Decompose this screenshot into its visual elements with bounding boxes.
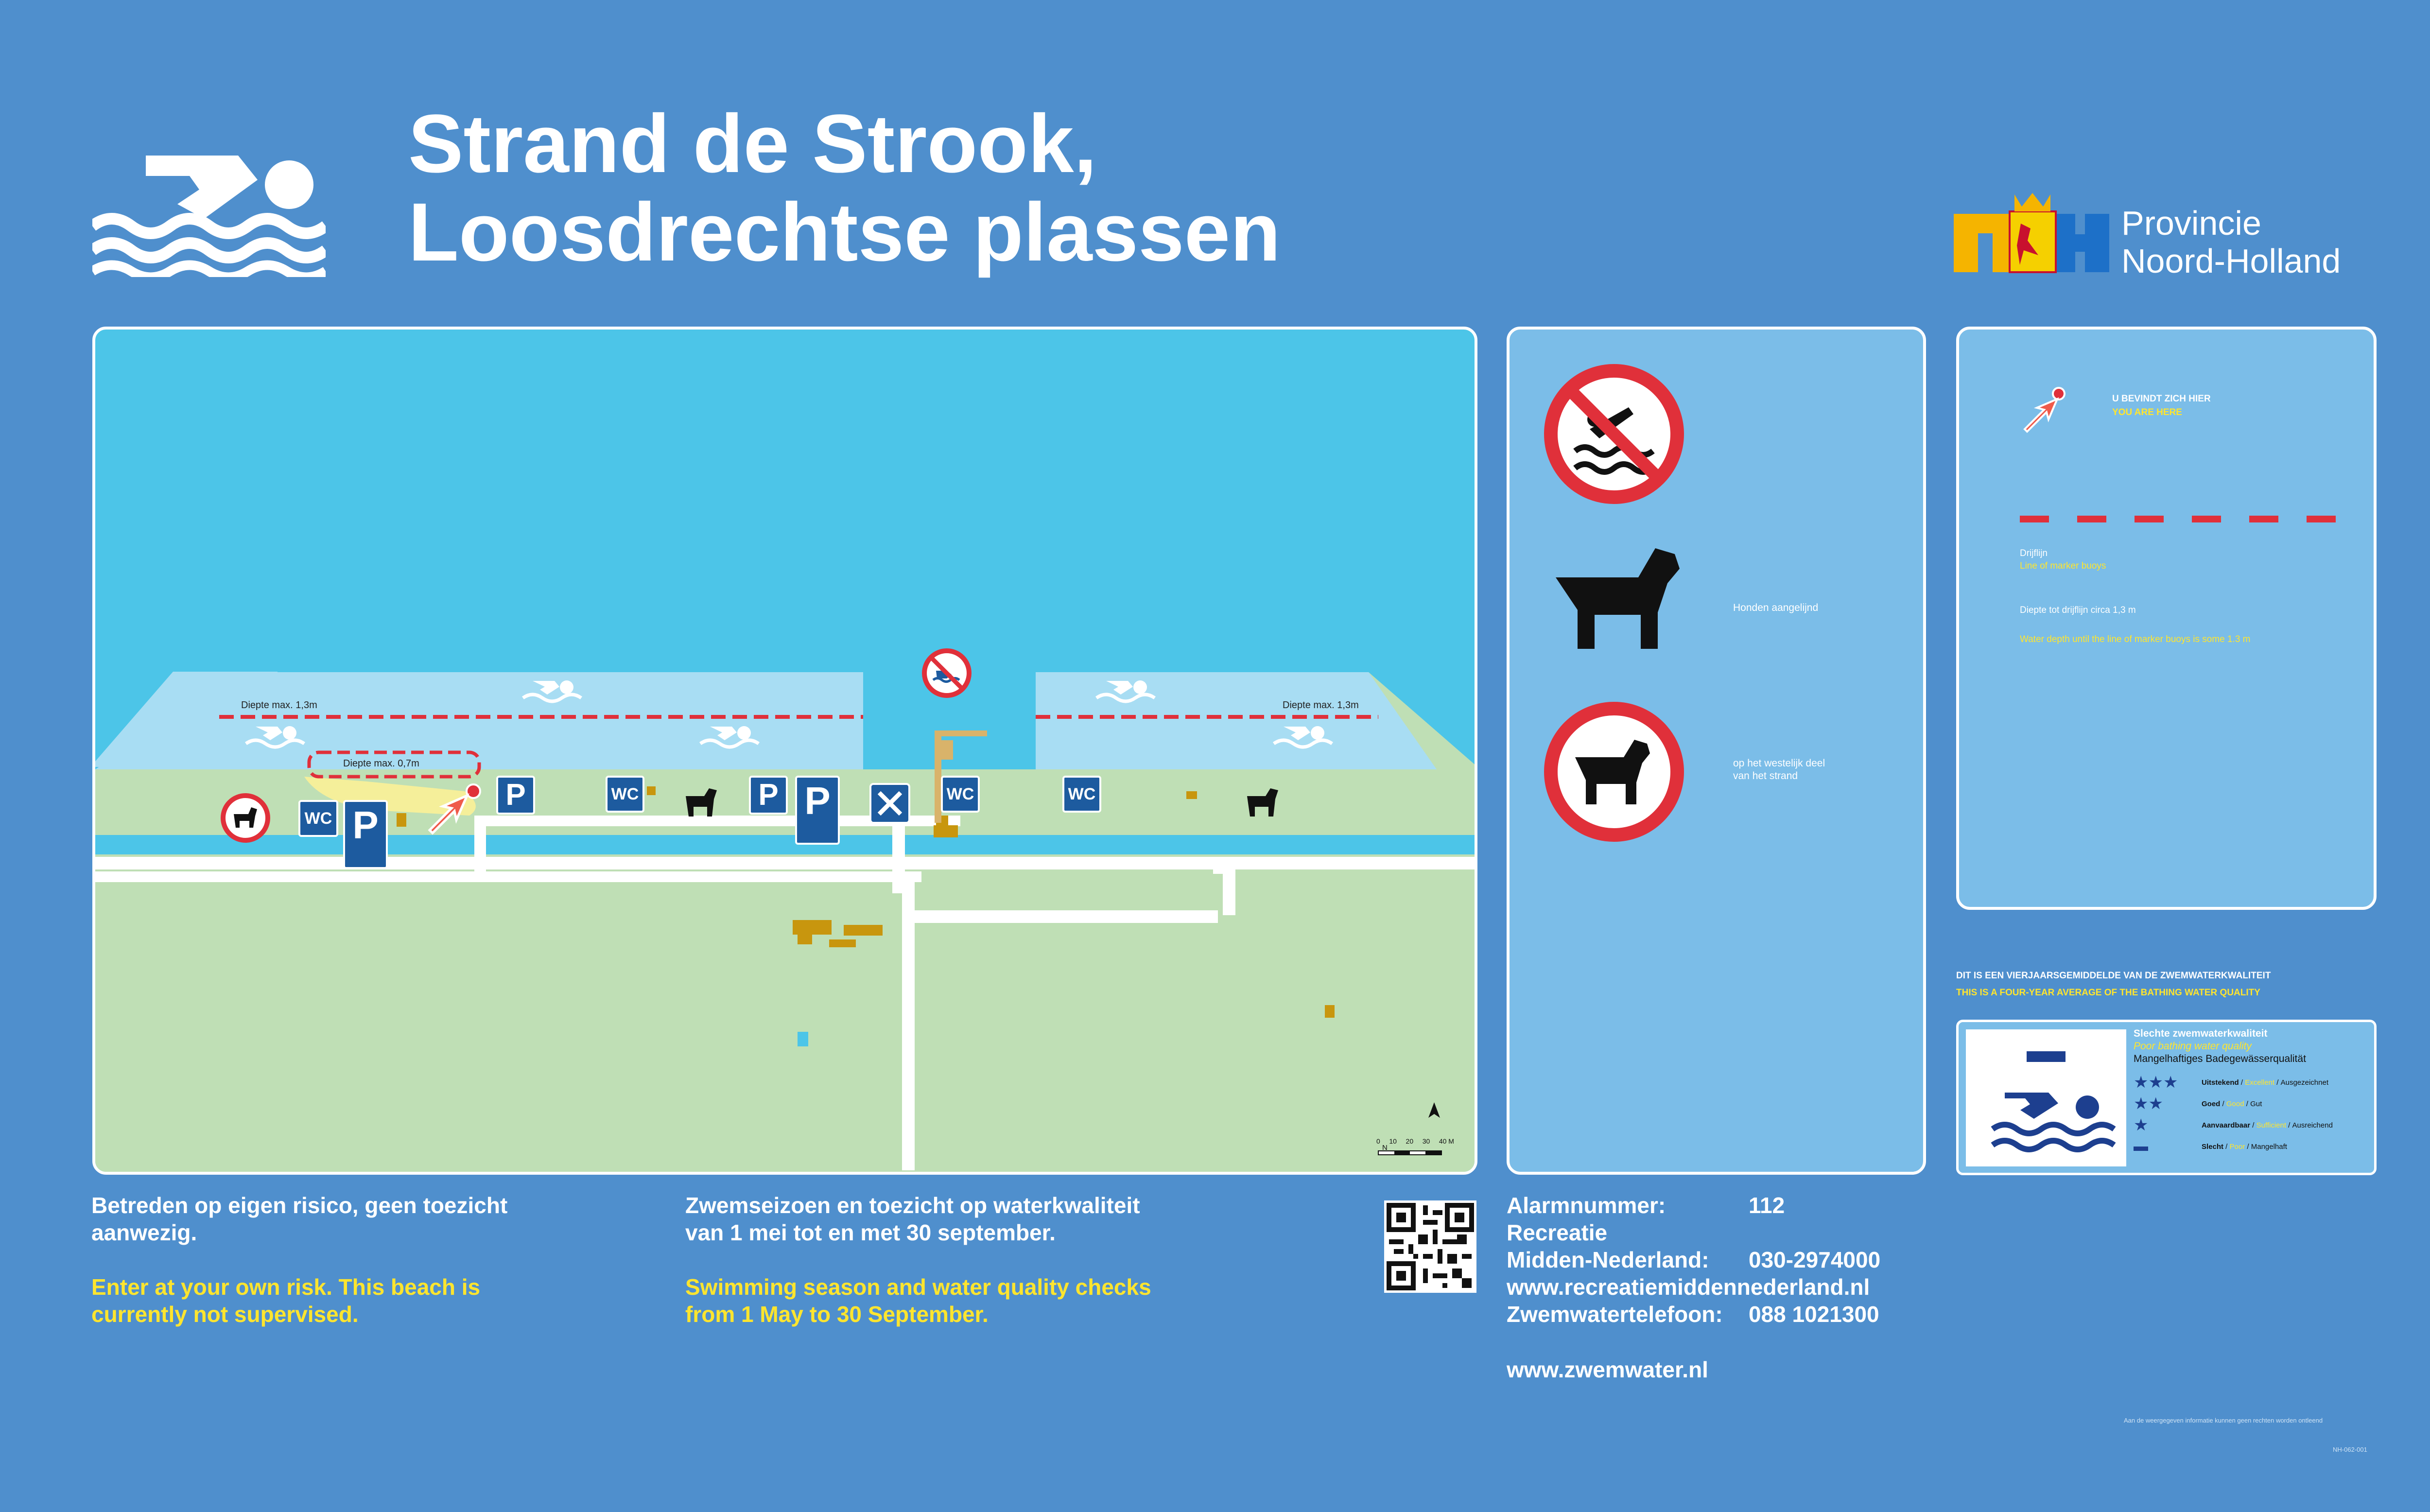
wq-rating-en: Poor bathing water quality bbox=[2134, 1041, 2252, 1052]
north-label: N bbox=[1382, 1144, 1388, 1152]
province-logo-icon bbox=[1954, 190, 2109, 277]
wc-sign: WC bbox=[606, 776, 644, 813]
depth-label-right: Diepte max. 1,3m bbox=[1283, 700, 1359, 711]
wc-sign: WC bbox=[298, 800, 338, 837]
no-diving-icon bbox=[1541, 361, 1687, 507]
parking-sign: P bbox=[795, 776, 840, 845]
parking-sign: P bbox=[749, 776, 788, 815]
wq-rating-nl: Slechte zwemwaterkwaliteit bbox=[2134, 1028, 2268, 1039]
risk-text-nl: Betreden op eigen risico, geen toezicht aanwezig. bbox=[91, 1193, 508, 1245]
wq-scale-row: ▬ Slecht / Poor / Mangelhaft bbox=[2134, 1138, 2287, 1154]
no-swimming-icon bbox=[924, 651, 969, 695]
wq-rating-de: Mangelhaftiges Badegewässerqualität bbox=[2134, 1053, 2306, 1064]
wq-header-nl: DIT IS EEN VIERJAARSGEMIDDELDE VAN DE ZWEMWATERKWALITEIT bbox=[1956, 971, 2271, 981]
contact-org-line1: Recreatie bbox=[1507, 1220, 1608, 1245]
wq-scale-row: ★ Aanvaardbaar / Sufficient / Ausreichend bbox=[2134, 1116, 2333, 1134]
legend-here-en: YOU ARE HERE bbox=[2112, 407, 2182, 417]
buoy-line-legend-icon bbox=[2020, 514, 2341, 524]
no-dogs-label: op het westelijk deel van het strand bbox=[1733, 758, 1825, 782]
wq-header-en: THIS IS A FOUR-YEAR AVERAGE OF THE BATHING WATER QUALITY bbox=[1956, 988, 2260, 998]
qr-code-icon[interactable] bbox=[1384, 1200, 1476, 1293]
wc-sign: WC bbox=[1062, 776, 1101, 813]
pier-end bbox=[938, 730, 987, 736]
map-graphic bbox=[95, 330, 1475, 1172]
canal bbox=[95, 835, 1475, 854]
legend-panel bbox=[1956, 327, 2377, 910]
page-title bbox=[408, 100, 1281, 277]
disclaimer: Aan de weergegeven informatie kunnen geen rechten worden ontleend bbox=[2124, 1417, 2323, 1424]
poor-quality-swimmer-icon bbox=[1966, 1029, 2126, 1166]
contact-org-phone: 030-2974000 bbox=[1749, 1247, 1881, 1272]
title-line-2: Loosdrechtse plassen bbox=[408, 186, 1281, 278]
beach-map bbox=[92, 327, 1477, 1175]
swimmer-icon bbox=[92, 146, 326, 277]
no-dogs-icon bbox=[1541, 699, 1687, 845]
sign-code: NH-062-001 bbox=[2333, 1446, 2367, 1453]
wq-icon-box bbox=[1966, 1029, 2126, 1166]
contact-water-phone: 088 1021300 bbox=[1749, 1302, 1879, 1327]
pond bbox=[798, 1032, 808, 1046]
legend-depth-nl: Diepte tot drijflijn circa 1,3 m bbox=[2020, 605, 2136, 615]
legend-here-nl: U BEVINDT ZICH HIER bbox=[2112, 394, 2211, 404]
dog-leash-icon bbox=[1546, 539, 1692, 665]
contact-alarm-label: Alarmnummer: bbox=[1507, 1193, 1666, 1218]
contact-website[interactable]: www.recreatiemiddennederland.nl bbox=[1507, 1274, 1870, 1300]
title-line-1: Strand de Strook, bbox=[408, 98, 1097, 190]
wc-sign: WC bbox=[941, 776, 980, 813]
star-icon: ★★ bbox=[2134, 1095, 2163, 1113]
rules-panel bbox=[1507, 327, 1926, 1175]
contact-org-line2: Midden-Nederland: bbox=[1507, 1247, 1709, 1272]
parking-sign: P bbox=[496, 776, 535, 815]
wq-scale-row: ★★★ Uitstekend / Excellent / Ausgezeichnet bbox=[2134, 1073, 2328, 1092]
dogs-leashed-label: Honden aangelijnd bbox=[1733, 602, 1819, 613]
bar-icon: ▬ bbox=[2134, 1138, 2148, 1154]
season-text-en: Swimming season and water quality checks from 1 May to 30 September. bbox=[685, 1274, 1151, 1327]
legend-buoys-en: Line of marker buoys bbox=[2020, 561, 2106, 571]
province-name: Provincie Noord-Holland bbox=[2121, 204, 2341, 280]
star-icon: ★★★ bbox=[2134, 1073, 2178, 1092]
you-are-here-arrow bbox=[2017, 383, 2071, 436]
contact-alarm-value: 112 bbox=[1749, 1193, 1785, 1218]
pier-head bbox=[938, 740, 953, 760]
star-icon: ★ bbox=[2134, 1116, 2149, 1134]
depth-label-shallow: Diepte max. 0,7m bbox=[343, 758, 419, 769]
no-dogs-icon bbox=[223, 796, 268, 840]
wq-scale-row: ★★ Goed / Good / Gut bbox=[2134, 1095, 2262, 1113]
legend-depth-en: Water depth until the line of marker buoys is some 1.3 m bbox=[2020, 634, 2251, 644]
scale-bar bbox=[1378, 1151, 1441, 1155]
scale-labels: 0 10 20 30 40 M bbox=[1376, 1137, 1454, 1145]
season-text-nl: Zwemseizoen en toezicht op waterkwaliteit van 1 mei tot en met 30 september. bbox=[685, 1193, 1140, 1245]
legend-buoys-nl: Drijflijn bbox=[2020, 548, 2048, 558]
contact-website-2[interactable]: www.zwemwater.nl bbox=[1507, 1357, 1708, 1382]
parking-sign: P bbox=[343, 800, 388, 869]
wq-scale bbox=[2134, 1072, 2372, 1157]
water-quality-panel bbox=[1956, 1020, 2377, 1175]
restaurant-icon bbox=[870, 784, 909, 823]
depth-label-left: Diepte max. 1,3m bbox=[241, 700, 317, 711]
risk-text-en: Enter at your own risk. This beach is currently not supervised. bbox=[91, 1274, 481, 1327]
contact-water-label: Zwemwatertelefoon: bbox=[1507, 1302, 1723, 1327]
